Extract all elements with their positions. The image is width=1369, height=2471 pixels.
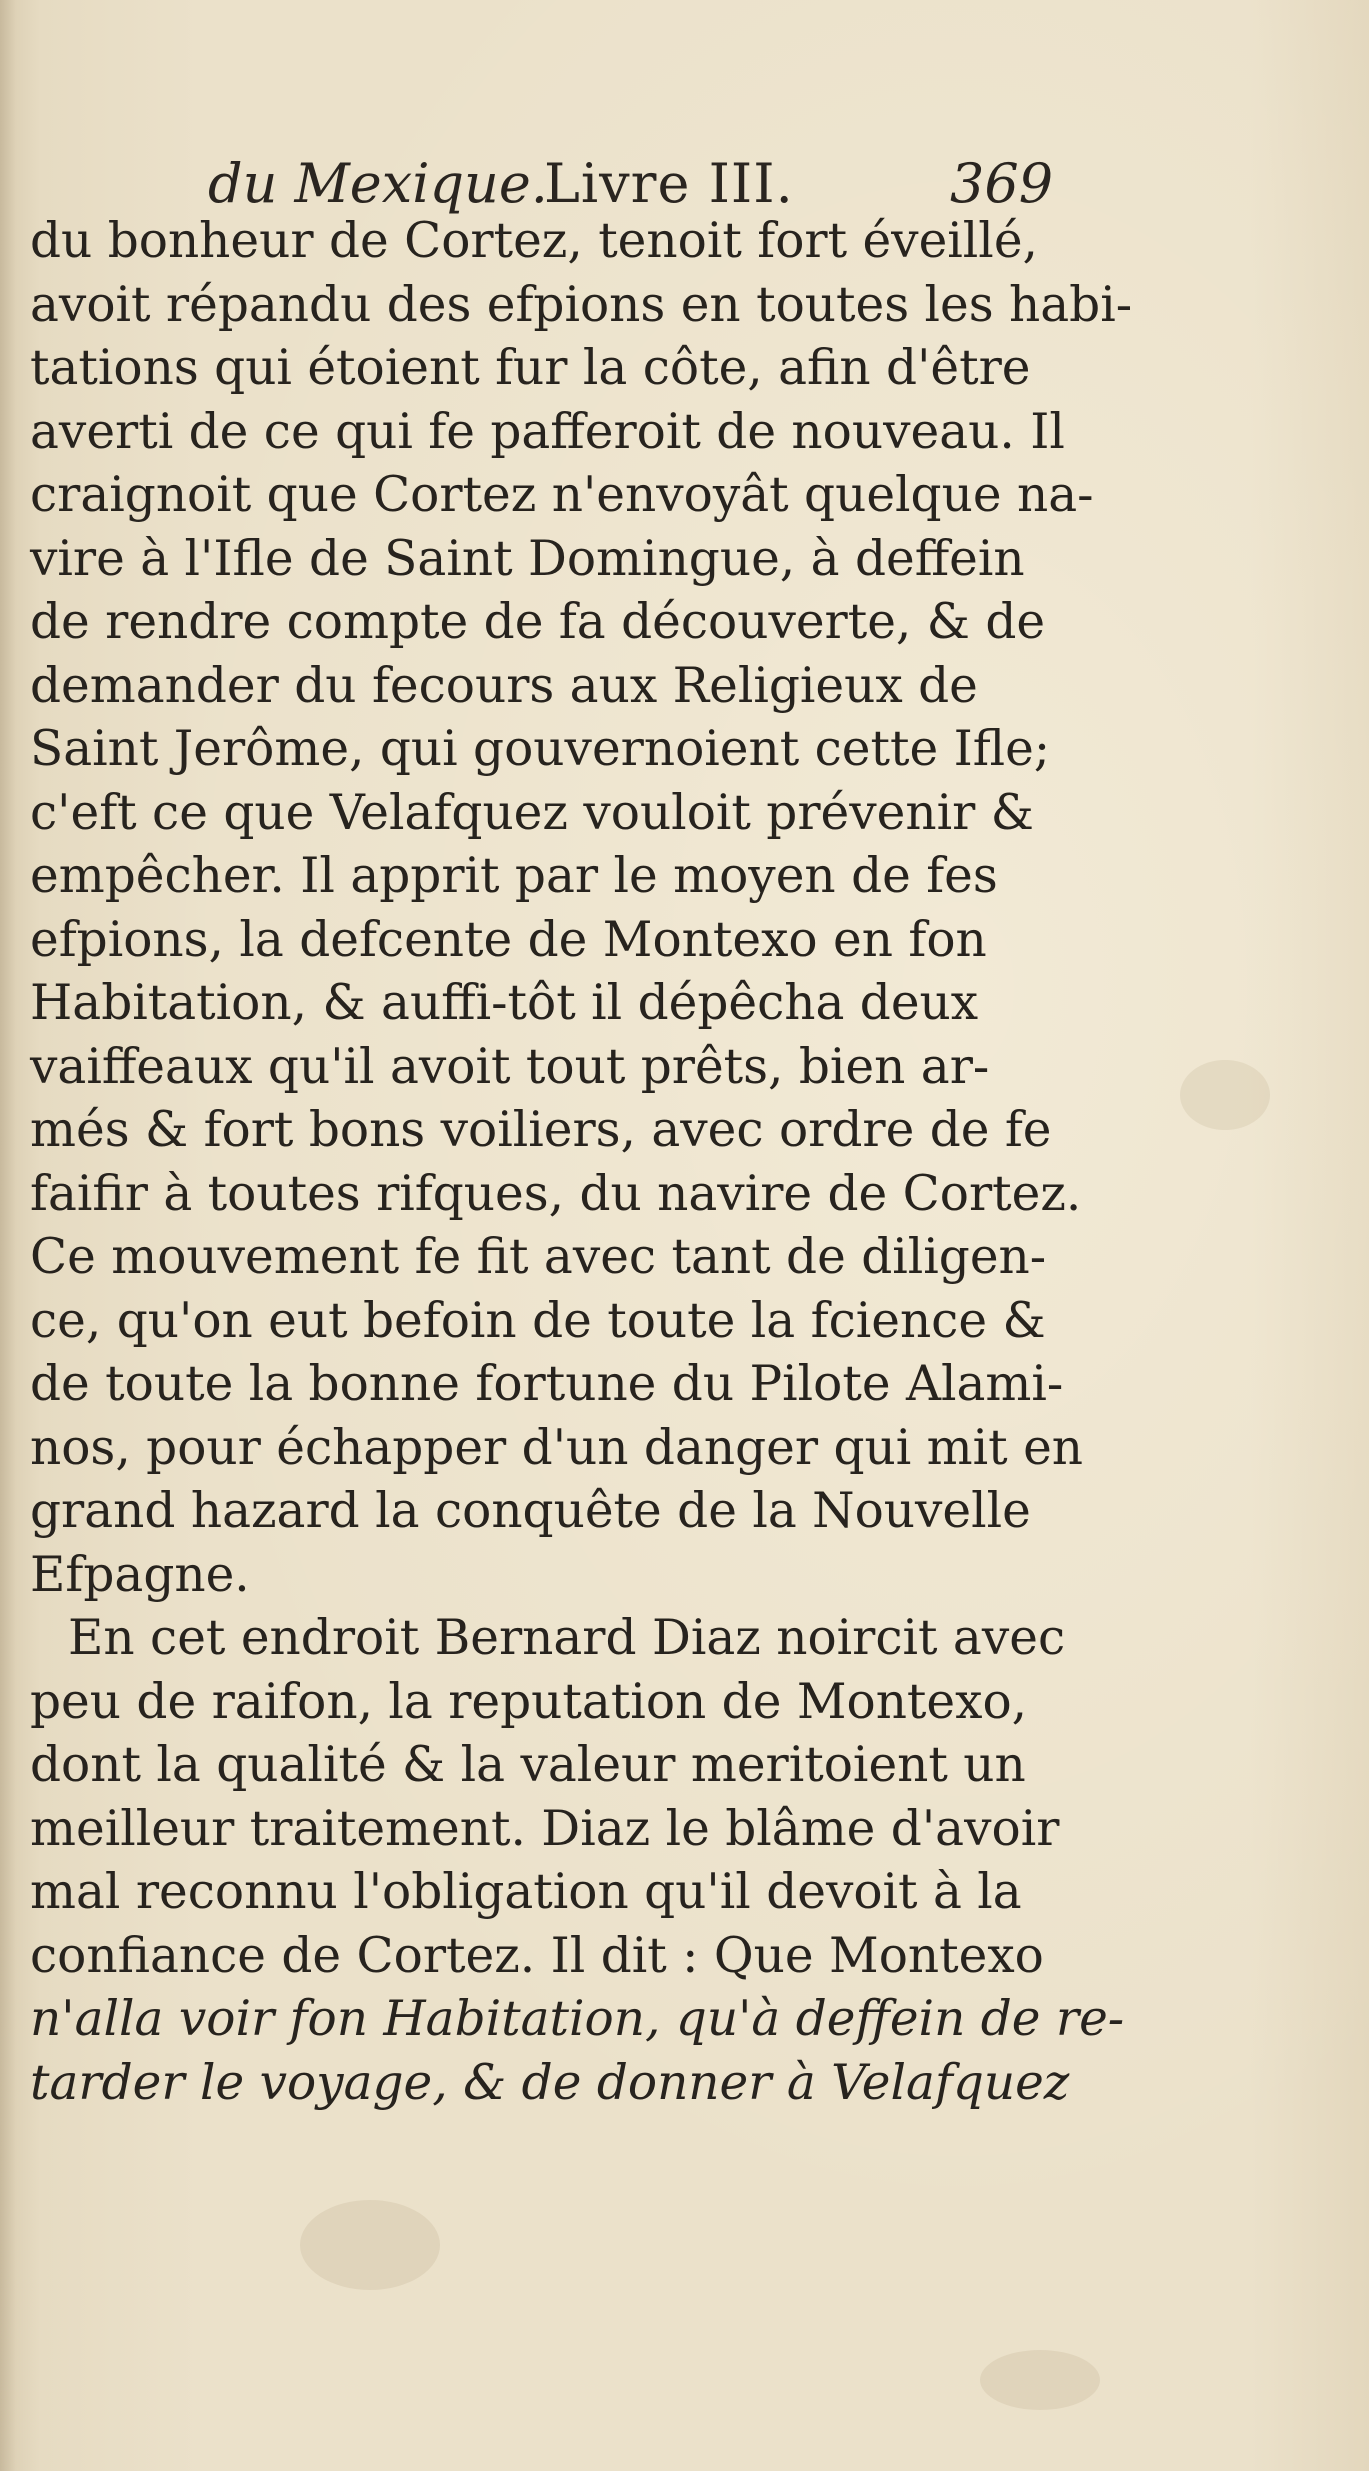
paper-stain xyxy=(1180,1060,1270,1130)
text-line: tations qui étoient fur la côte, afin d'être xyxy=(30,340,1031,396)
text-line: Saint Jerôme, qui gouvernoient cette Ifle; xyxy=(30,721,1051,777)
text-line: c'eft ce que Velafquez vouloit prévenir & xyxy=(30,784,1034,841)
running-head-title: du Mexique. xyxy=(208,152,548,215)
main-text xyxy=(30,210,1133,2115)
italic-quote-line: tarder le voyage, & de donner à Velafquez xyxy=(30,2054,1070,2111)
text-line: craignoit que Cortez n'envoyât quelque na- xyxy=(30,467,1094,523)
paper-stain xyxy=(300,2200,440,2290)
text-line: més & fort bons voiliers, avec ordre de fe xyxy=(30,1102,1052,1158)
text-line: demander du fecours aux Religieux de xyxy=(30,657,978,714)
text-line: Efpagne. xyxy=(30,1546,250,1603)
text-line: Ce mouvement fe fit avec tant de diligen- xyxy=(30,1229,1047,1285)
paper-stain xyxy=(980,2350,1100,2410)
text-line: du bonheur de Cortez, tenoit fort éveillé, xyxy=(30,213,1038,269)
text-line: Habitation, & auffi-tôt il dépêcha deux xyxy=(30,975,979,1031)
text-line: meilleur traitement. Diaz le blâme d'avoir xyxy=(30,1800,1060,1857)
text-line: faifir à toutes rifques, du navire de Cortez. xyxy=(30,1165,1082,1222)
text-line: grand hazard la conquête de la Nouvelle xyxy=(30,1483,1031,1539)
text-line: de toute la bonne fortune du Pilote Alami- xyxy=(30,1356,1064,1412)
text-line: averti de ce qui fe pafferoit de nouveau. Il xyxy=(30,403,1065,460)
text-line: efpions, la defcente de Montexo en fon xyxy=(30,911,987,968)
text-line: avoit répandu des efpions en toutes les habi- xyxy=(30,276,1133,333)
paragraph-start-line: En cet endroit Bernard Diaz noircit avec xyxy=(68,1610,1066,1666)
text-line: dont la qualité & la valeur meritoient un xyxy=(30,1737,1026,1793)
text-line: ce, qu'on eut befoin de toute la fcience & xyxy=(30,1292,1046,1349)
italic-quote-line: n'alla voir fon Habitation, qu'à deffein de re- xyxy=(30,1991,1125,2047)
text-line: nos, pour échapper d'un danger qui mit en xyxy=(30,1419,1084,1476)
page-number: 369 xyxy=(950,152,1054,215)
text-line: confiance de Cortez. Il dit : Que Montexo xyxy=(30,1927,1044,1984)
running-head-book: Livre III. xyxy=(544,152,794,215)
text-line: peu de raifon, la reputation de Montexo, xyxy=(30,1673,1028,1730)
gutter-shadow xyxy=(0,0,16,2471)
text-line: mal reconnu l'obligation qu'il devoit à la xyxy=(30,1864,1022,1920)
text-line: vaiffeaux qu'il avoit tout prêts, bien ar- xyxy=(30,1038,990,1095)
text-line: de rendre compte de fa découverte, & de xyxy=(30,594,1046,650)
text-line: vire à l'Ifle de Saint Domingue, à deffein xyxy=(30,530,1025,587)
text-line: empêcher. Il apprit par le moyen de fes xyxy=(30,848,998,904)
